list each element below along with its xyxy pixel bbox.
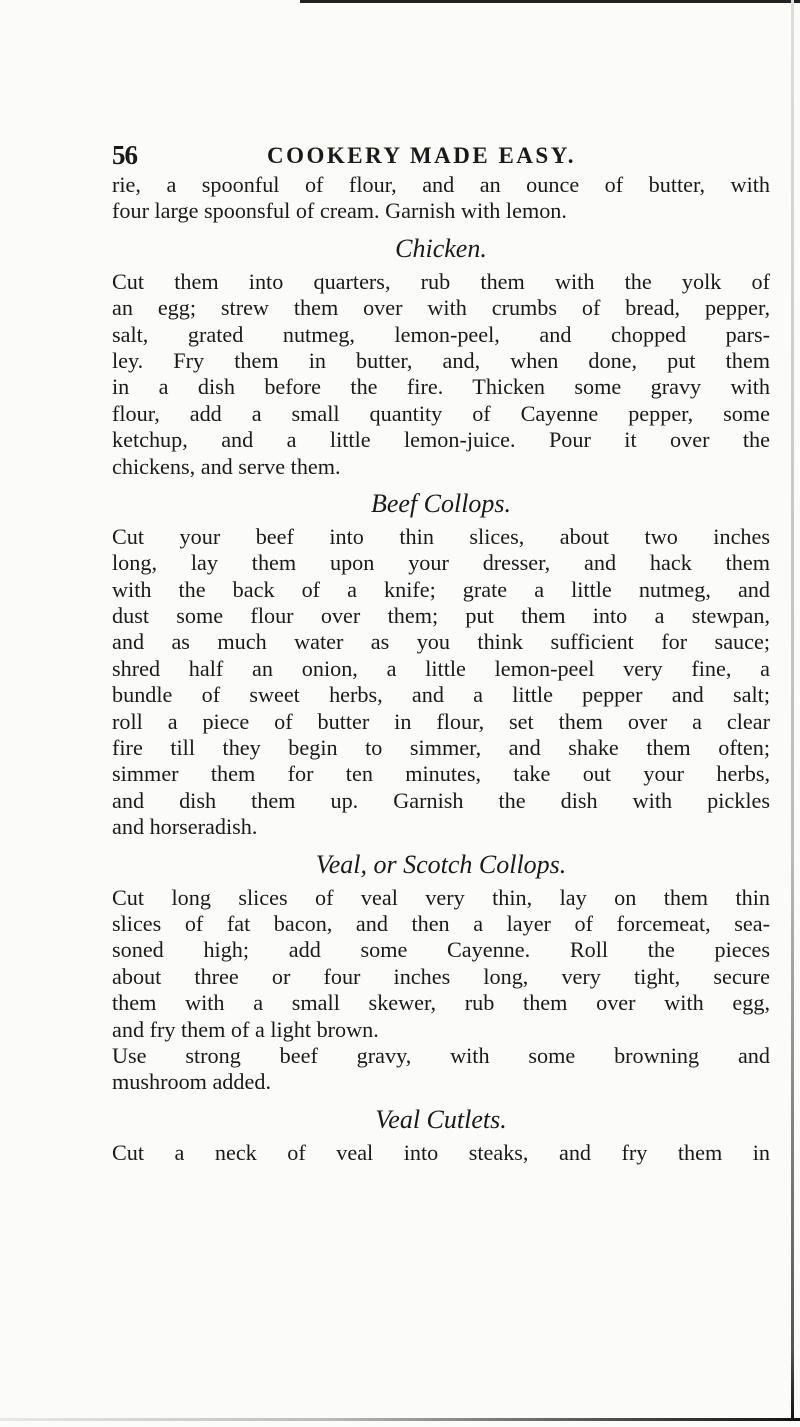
text-line: Cut your beef into thin slices, about two inches: [112, 523, 770, 549]
text-line: and fry them of a light brown.: [112, 1016, 379, 1042]
recipe-heading-beef-collops: Beef Collops.: [370, 488, 512, 518]
text-line: bundle of sweet herbs, and a little pepper and salt;: [112, 682, 770, 708]
top-edge-shadow: [300, 0, 800, 3]
text-line: fire till they begin to simmer, and shake them often;: [112, 735, 770, 761]
page-body: [112, 172, 770, 1166]
text-line: and horseradish.: [112, 814, 258, 840]
text-line: Cut them into quarters, rub them with the yolk of: [112, 268, 770, 294]
text-line: soned high; add some Cayenne. Roll the pieces: [112, 937, 770, 963]
text-line: mushroom added.: [112, 1069, 271, 1095]
page-number: 56: [112, 140, 137, 170]
text-line: about three or four inches long, very tight, secure: [112, 963, 770, 989]
text-line: roll a piece of butter in flour, set them over a clear: [112, 708, 770, 734]
text-line: simmer them for ten minutes, take out your herbs,: [112, 761, 770, 787]
text-line: salt, grated nutmeg, lemon-peel, and chopped pars-: [112, 321, 770, 347]
recipe-heading-chicken: Chicken.: [395, 233, 487, 263]
text-line: and dish them up. Garnish the dish with pickles: [112, 787, 770, 813]
text-line: shred half an onion, a little lemon-peel very fine, a: [112, 655, 770, 681]
text-line: dust some flour over them; put them into a stewpan,: [112, 603, 770, 629]
text-line: flour, add a small quantity of Cayenne pepper, some: [112, 400, 770, 426]
running-title: COOKERY MADE EASY.: [267, 143, 576, 168]
text-line: ketchup, and a little lemon-juice. Pour it over the: [112, 427, 770, 453]
text-line: in a dish before the fire. Thicken some gravy with: [112, 374, 770, 400]
text-line: ley. Fry them in butter, and, when done, put them: [112, 347, 770, 373]
text-line: Cut long slices of veal very thin, lay on them thin: [112, 884, 770, 910]
text-line: long, lay them upon your dresser, and hack them: [112, 550, 770, 576]
recipe-heading-veal-cutlets: Veal Cutlets.: [375, 1104, 507, 1134]
recipe-heading-scotch-collops: Veal, or Scotch Collops.: [315, 849, 567, 879]
text-line: an egg; strew them over with crumbs of bread, pepper,: [112, 295, 770, 321]
page-header: [112, 140, 712, 170]
bottom-edge-shadow: [0, 1418, 800, 1421]
text-line: them with a small skewer, rub them over with egg,: [112, 990, 770, 1016]
text-line: Cut a neck of veal into steaks, and fry them in: [112, 1139, 770, 1165]
text-line: with the back of a knife; grate a little nutmeg, and: [112, 576, 770, 602]
text-line: chickens, and serve them.: [112, 453, 341, 479]
text-line: slices of fat bacon, and then a layer of forcemeat, sea-: [112, 910, 770, 936]
text-line: Use strong beef gravy, with some browning and: [112, 1042, 770, 1068]
text-line: rie, a spoonful of flour, and an ounce of butter, with: [112, 172, 770, 197]
text-line: and as much water as you think sufficient for sauce;: [112, 629, 770, 655]
text-line: four large spoonsful of cream. Garnish with lemon.: [112, 198, 567, 224]
right-edge-shadow: [791, 0, 794, 1420]
